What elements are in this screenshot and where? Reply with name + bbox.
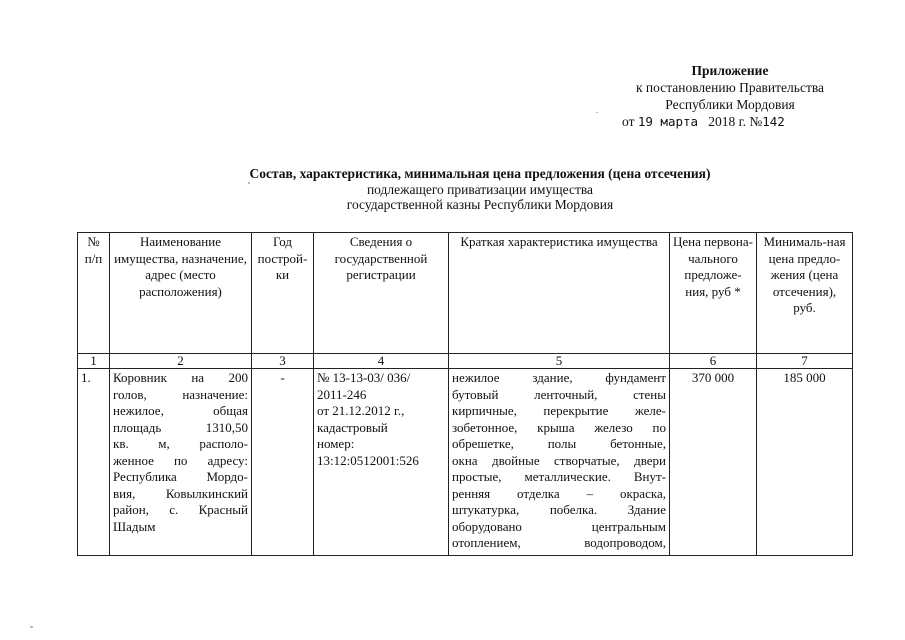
name-line: район, с. Красный <box>113 502 248 517</box>
registration-line: от 21.12.2012 г., <box>317 403 405 418</box>
header-number: № п/п <box>78 233 110 354</box>
header-description: Краткая характеристика имущества <box>449 233 670 354</box>
name-line: площадь 1310,50 <box>113 419 248 435</box>
appendix-date-line <box>600 113 860 130</box>
name-line: женное по адресу: <box>113 452 248 468</box>
description-line: кирпичные, перекрытие желе- <box>452 403 666 418</box>
table-header-row <box>78 233 853 354</box>
scan-speck <box>596 112 598 113</box>
appendix-line-1: к постановлению Правительства <box>635 80 825 95</box>
description-cell <box>449 369 670 556</box>
heading-line-2: подлежащего приватизации имущества <box>366 181 594 197</box>
header-initial-price: Цена первона-чального предложе-ния, руб * <box>670 233 757 354</box>
name-line: кв. м, располо- <box>113 436 248 451</box>
column-number: 2 <box>110 354 252 369</box>
name-line: вия, Ковылкинский <box>113 485 248 501</box>
appendix-block <box>600 62 860 130</box>
construction-year-cell: - <box>252 369 314 556</box>
document-heading <box>100 166 860 213</box>
column-number: 1 <box>78 354 110 369</box>
property-table <box>77 232 853 556</box>
scan-speck <box>30 626 33 628</box>
name-line: нежилое, общая <box>113 403 248 418</box>
heading-line-3: государственной казны Республики Мордовия <box>346 197 614 212</box>
header-registration: Сведения о государственной регистрации <box>314 233 449 354</box>
description-line: оборудовано центральным <box>452 518 666 534</box>
description-line: нежилое здание, фундамент <box>452 370 666 385</box>
registration-line: 2011-246 <box>317 386 367 402</box>
description-line: простые, металлические. Внут- <box>452 469 666 484</box>
registration-line: № 13-13-03/ 036/ <box>317 370 411 385</box>
registration-line: 13:12:0512001:526 <box>317 452 419 468</box>
decree-number: 142 <box>762 114 785 129</box>
date-prefix: от <box>622 114 635 129</box>
name-line: голов, назначение: <box>113 386 248 402</box>
description-line: обрешетке, полы бетонные, <box>452 436 666 451</box>
column-number: 5 <box>449 354 670 369</box>
header-name: Наименование имущества, назначение, адрес (место расположения) <box>110 233 252 354</box>
description-line: штукатурка, побелка. Здание <box>452 502 666 517</box>
name-line: Шадым <box>113 518 156 534</box>
description-line: отоплением, водопроводом, <box>452 535 666 550</box>
column-number: 6 <box>670 354 757 369</box>
appendix-line-2: Республики Мордовия <box>665 97 795 112</box>
header-min-price: Минималь-ная цена предло-жения (цена отсечения), руб. <box>757 233 853 354</box>
name-line: Республика Мордо- <box>113 469 248 484</box>
registration-line: номер: <box>317 436 355 451</box>
description-line: зобетонное, крыша железо по <box>452 419 666 435</box>
column-number-row <box>78 354 853 369</box>
appendix-title: Приложение <box>691 63 769 78</box>
column-number: 3 <box>252 354 314 369</box>
date-handwritten: 19 марта <box>637 114 699 129</box>
date-year: 2018 г. № <box>708 114 763 129</box>
column-number: 4 <box>314 354 449 369</box>
description-line: бутовый ленточный, стены <box>452 386 666 402</box>
description-line: ренняя отделка – окраска, <box>452 485 666 501</box>
min-price-cell: 185 000 <box>757 369 853 556</box>
registration-line: кадастровый <box>317 419 388 435</box>
scan-speck <box>248 182 250 184</box>
table-row <box>78 369 853 556</box>
registration-cell <box>314 369 449 556</box>
heading-title: Состав, характеристика, минимальная цена предложения (цена отсечения) <box>249 166 711 181</box>
column-number: 7 <box>757 354 853 369</box>
name-line: Коровник на 200 <box>113 370 248 385</box>
property-name-cell <box>110 369 252 556</box>
header-year: Год построй-ки <box>252 233 314 354</box>
description-line: окна двойные створчатые, двери <box>452 452 666 468</box>
initial-price-cell: 370 000 <box>670 369 757 556</box>
row-number: 1. <box>78 369 110 556</box>
